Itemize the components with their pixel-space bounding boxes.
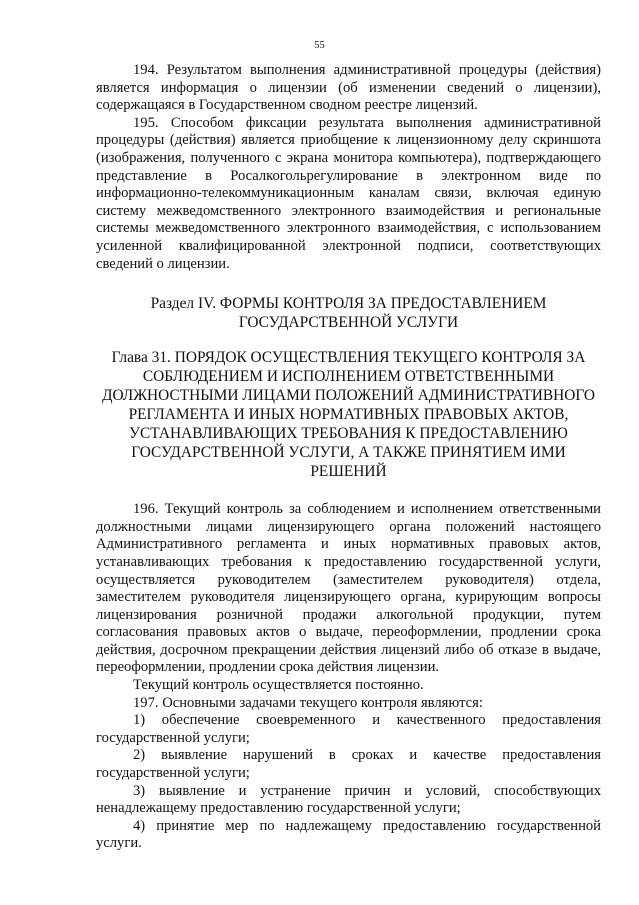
paragraph-195: 195. Способом фиксации результата выполнения административной процедуры (действия) является приобщение к лицензионному делу скриншота (изображения, полученного с экрана монитора компьютера), подтверждающего представление в Росалкогольрегулирование в электронном виде по информационно-телекоммуникационным каналам связи, включая единую систему межведомственного электронного взаимодействия и региональные системы межведомственного электронного взаимодействия, с использованием усиленной квалифицированной электронной подписи, соответствующих сведений о лицензии. — [96, 114, 601, 272]
section-heading-line: ГОСУДАРСТВЕННОЙ УСЛУГИ — [238, 314, 459, 332]
section-heading-line: Раздел IV. ФОРМЫ КОНТРОЛЯ ЗА ПРЕДОСТАВЛЕНИЕМ — [150, 295, 547, 313]
paragraph-196: 196. Текущий контроль за соблюдением и исполнением ответственными должностными лицами лицензирующего органа положений настоящего Административного регламента и иных нормативных правовых актов, устанавливающих требования к предоставлению государственной услуги, осуществляется руководителем (заместителем руководителя) отдела, заместителем руководителя лицензирующего органа, курирующим вопросы лицензирования розничной продажи алкогольной продукции, путем согласования правовых актов о выдаче, переоформлении, продлении срока действия, досрочном прекращении действия лицензий либо об отказе в выдаче, переоформлении, продлении срока действия лицензии. — [96, 501, 601, 676]
page-number: 55 — [314, 40, 325, 51]
paragraph-194: 194. Результатом выполнения административной процедуры (действия) является информация о лицензии (об изменении сведений о лицензии), содержащаяся в Государственном сводном реестре лицензий. — [96, 62, 601, 114]
chapter-heading-line: ГОСУДАРСТВЕННОЙ УСЛУГИ, А ТАКЖЕ ПРИНЯТИЕМ ИМИ — [131, 444, 566, 462]
chapter-heading-line: РЕГЛАМЕНТА И ИНЫХ НОРМАТИВНЫХ ПРАВОВЫХ АКТОВ, — [128, 406, 569, 424]
document-body — [96, 62, 601, 853]
list-item: 4) принятие мер по надлежащему предоставлению государственной услуги. — [96, 817, 601, 852]
section-heading — [96, 294, 601, 332]
paragraph-196-continuation: Текущий контроль осуществляется постоянно. — [133, 677, 424, 694]
chapter-heading-line: УСТАНАВЛИВАЮЩИХ ТРЕБОВАНИЯ К ПРЕДОСТАВЛЕНИЮ — [129, 425, 568, 443]
chapter-heading-line: РЕШЕНИЙ — [310, 463, 387, 481]
list-item: 2) выявление нарушений в сроках и качестве предоставления государственной услуги; — [96, 747, 601, 782]
chapter-heading-line: ДОЛЖНОСТНЫМИ ЛИЦАМИ ПОЛОЖЕНИЙ АДМИНИСТРАТИВНОГО — [101, 387, 596, 405]
chapter-heading — [96, 348, 601, 481]
list-item: 3) выявление и устранение причин и условий, способствующих ненадлежащему предоставлению государственной услуги; — [96, 782, 601, 817]
chapter-heading-line: Глава 31. ПОРЯДОК ОСУЩЕСТВЛЕНИЯ ТЕКУЩЕГО КОНТРОЛЯ ЗА — [111, 349, 586, 367]
chapter-heading-line: СОБЛЮДЕНИЕМ И ИСПОЛНЕНИЕМ ОТВЕТСТВЕННЫМИ — [142, 368, 555, 386]
paragraph-197: 197. Основными задачами текущего контроля являются: — [133, 694, 483, 711]
list-item: 1) обеспечение своевременного и качественного предоставления государственной услуги; — [96, 712, 601, 746]
